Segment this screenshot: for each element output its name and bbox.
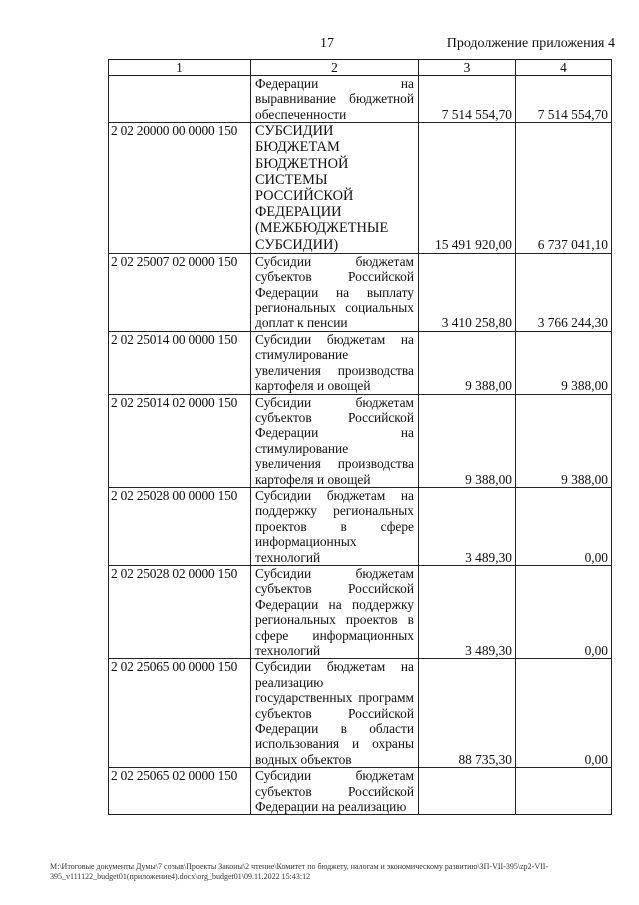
row-col4: 9 388,00 xyxy=(516,394,612,487)
row-name: Субсидии бюджетам субъектов Российской Федерации на стимулирование увеличения производства картофеля и овощей xyxy=(251,394,419,487)
table-header-row xyxy=(109,60,612,76)
row-col4: 7 514 554,70 xyxy=(516,76,612,123)
header-col-1: 1 xyxy=(109,60,251,76)
row-code: 2 02 20000 00 0000 150 xyxy=(109,123,251,254)
row-col3: 9 388,00 xyxy=(419,394,516,487)
row-col3: 3 410 258,80 xyxy=(419,253,516,331)
row-code: 2 02 25028 00 0000 150 xyxy=(109,487,251,565)
row-name: Субсидии бюджетам на стимулирование увеличения производства картофеля и овощей xyxy=(251,331,419,394)
row-col4: 6 737 041,10 xyxy=(516,123,612,254)
footer-line-1: М:\Итоговые документы Думы\7 созыв\Проекты Законы\2 чтение\Комитет по бюджету, налогам и экономическому развитию\ЗП-VII-395\zp2-VII- xyxy=(50,862,549,871)
row-col4 xyxy=(516,768,612,815)
table-row xyxy=(109,768,612,815)
header-col-3: 3 xyxy=(419,60,516,76)
row-name: Федерации на выравнивание бюджетной обеспеченности xyxy=(251,76,419,123)
row-code: 2 02 25028 02 0000 150 xyxy=(109,565,251,658)
budget-table xyxy=(108,59,612,815)
table-row xyxy=(109,565,612,658)
row-name: Субсидии бюджетам на реализацию государственных программ субъектов Российской Федерации в области использования и охраны водных объектов xyxy=(251,659,419,768)
row-col3: 3 489,30 xyxy=(419,565,516,658)
footer-line-2: 395_v111122_budget01(приложение4).docx\org_budget01\09.11.2022 15:43:12 xyxy=(50,872,311,881)
row-code: 2 02 25065 00 0000 150 xyxy=(109,659,251,768)
row-code: 2 02 25007 02 0000 150 xyxy=(109,253,251,331)
document-path-footer xyxy=(50,862,618,882)
table-row xyxy=(109,394,612,487)
table-row xyxy=(109,487,612,565)
row-name: Субсидии бюджетам субъектов Российской Федерации на реализацию xyxy=(251,768,419,815)
table-row xyxy=(109,253,612,331)
row-col3: 3 489,30 xyxy=(419,487,516,565)
table-row xyxy=(109,76,612,123)
header-col-2: 2 xyxy=(251,60,419,76)
table-row xyxy=(109,123,612,254)
row-code xyxy=(109,76,251,123)
running-title: Продолжение приложения 4 xyxy=(446,36,615,51)
row-code: 2 02 25014 02 0000 150 xyxy=(109,394,251,487)
row-name: Субсидии бюджетам на поддержку региональных проектов в сфере информационных технологий xyxy=(251,487,419,565)
row-col3: 88 735,30 xyxy=(419,659,516,768)
row-col3 xyxy=(419,768,516,815)
row-code: 2 02 25065 02 0000 150 xyxy=(109,768,251,815)
row-col4: 3 766 244,30 xyxy=(516,253,612,331)
table-row xyxy=(109,331,612,394)
page-number: 17 xyxy=(320,36,334,51)
row-col4: 9 388,00 xyxy=(516,331,612,394)
row-code: 2 02 25014 00 0000 150 xyxy=(109,331,251,394)
header-col-4: 4 xyxy=(516,60,612,76)
row-col3: 7 514 554,70 xyxy=(419,76,516,123)
row-name: Субсидии бюджетам субъектов Российской Федерации на выплату региональных социальных доплат к пенсии xyxy=(251,253,419,331)
row-col3: 9 388,00 xyxy=(419,331,516,394)
row-col4: 0,00 xyxy=(516,487,612,565)
table-row xyxy=(109,659,612,768)
row-name: Субсидии бюджетам субъектов Российской Федерации на поддержку региональных проектов в сфере информационных технологий xyxy=(251,565,419,658)
row-name: СУБСИДИИ БЮДЖЕТАМ БЮДЖЕТНОЙ СИСТЕМЫ РОССИЙСКОЙ ФЕДЕРАЦИИ (МЕЖБЮДЖЕТНЫЕ СУБСИДИИ) xyxy=(251,123,419,254)
row-col4: 0,00 xyxy=(516,565,612,658)
row-col3: 15 491 920,00 xyxy=(419,123,516,254)
row-col4: 0,00 xyxy=(516,659,612,768)
